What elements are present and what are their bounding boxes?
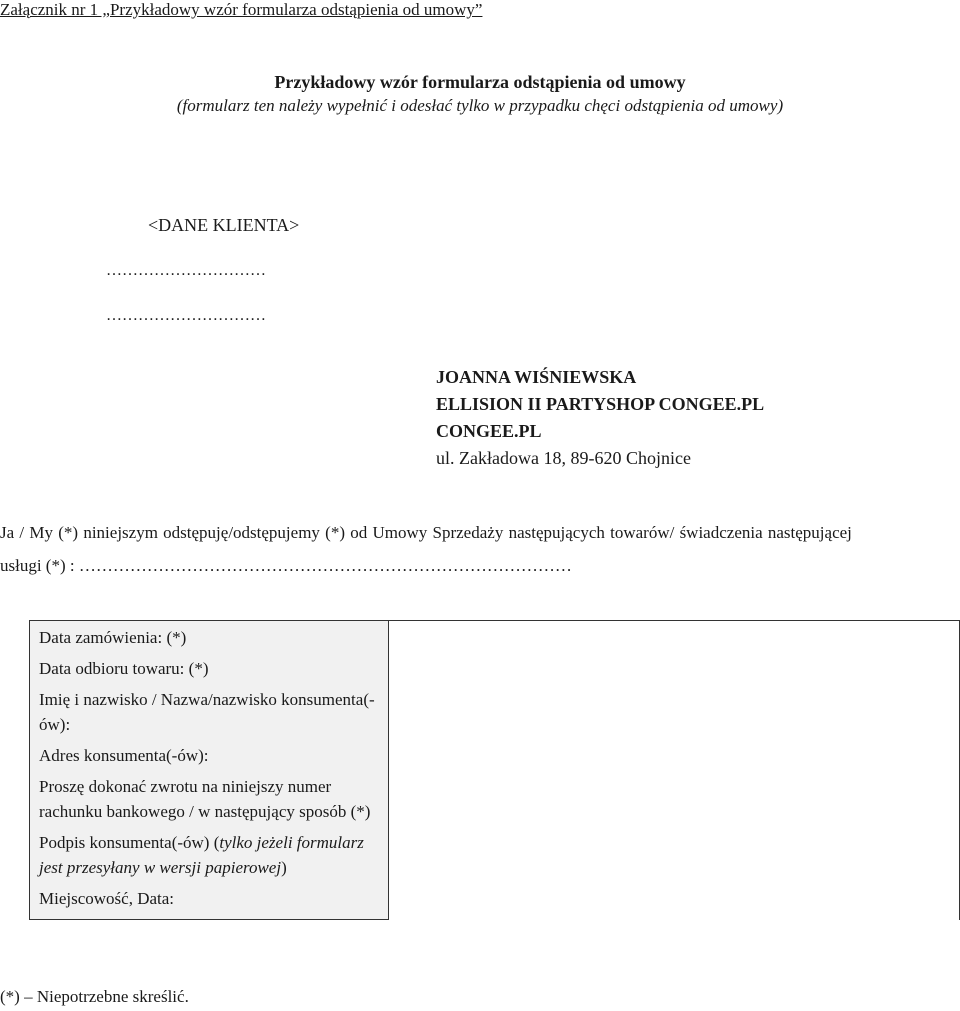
- receipt-date-label: Data odbioru towaru: (*): [30, 652, 389, 683]
- annex-title: Załącznik nr 1 „Przykładowy wzór formularza odstąpienia od umowy”: [0, 0, 483, 19]
- details-value-field[interactable]: [389, 621, 960, 920]
- order-date-label: Data zamówienia: (*): [30, 621, 389, 653]
- refund-account-label: Proszę dokonać zwrotu na niniejszy numer rachunku bankowego / w następujący sposób (*): [30, 770, 389, 826]
- services-dotted-line: ……………………………………………………………………………: [78, 556, 572, 575]
- table-row: [30, 621, 960, 653]
- services-label: usługi (*) :: [0, 556, 79, 575]
- signature-label-suffix: ): [281, 858, 287, 877]
- form-title: Przykładowy wzór formularza odstąpienia od umowy: [274, 72, 686, 92]
- client-dotted-line: …………………………: [106, 307, 266, 324]
- recipient-brand: CONGEE.PL: [436, 421, 542, 441]
- recipient-address: ul. Zakładowa 18, 89-620 Chojnice: [436, 448, 691, 468]
- place-date-label: Miejscowość, Data:: [30, 882, 389, 920]
- recipient-name: JOANNA WIŚNIEWSKA: [436, 367, 637, 387]
- client-data-placeholder: <DANE KLIENTA>: [148, 215, 300, 235]
- footnote: (*) – Niepotrzebne skreślić.: [0, 987, 189, 1006]
- signature-label: [30, 826, 389, 882]
- signature-label-prefix: Podpis konsumenta(-ów) (: [39, 833, 220, 852]
- signature-label-note: tylko jeżeli formularz jest przesyłany w wersji papierowej: [39, 833, 364, 877]
- recipient-shop: ELLISION II PARTYSHOP CONGEE.PL: [436, 394, 765, 414]
- withdrawal-declaration: Ja / My (*) niniejszym odstępuję/odstępujemy (*) od Umowy Sprzedaży następujących towarów/ świadczenia następującej: [0, 523, 852, 542]
- consumer-name-label: Imię i nazwisko / Nazwa/nazwisko konsumenta(-ów):: [30, 683, 389, 739]
- withdrawal-details-table: [29, 620, 960, 920]
- form-subtitle: (formularz ten należy wypełnić i odesłać tylko w przypadku chęci odstąpienia od umowy): [176, 96, 784, 115]
- client-dotted-line: …………………………: [106, 262, 266, 279]
- recipient-address-block: [436, 364, 764, 472]
- consumer-address-label: Adres konsumenta(-ów):: [30, 739, 389, 770]
- withdrawal-declaration-continued: [0, 556, 572, 576]
